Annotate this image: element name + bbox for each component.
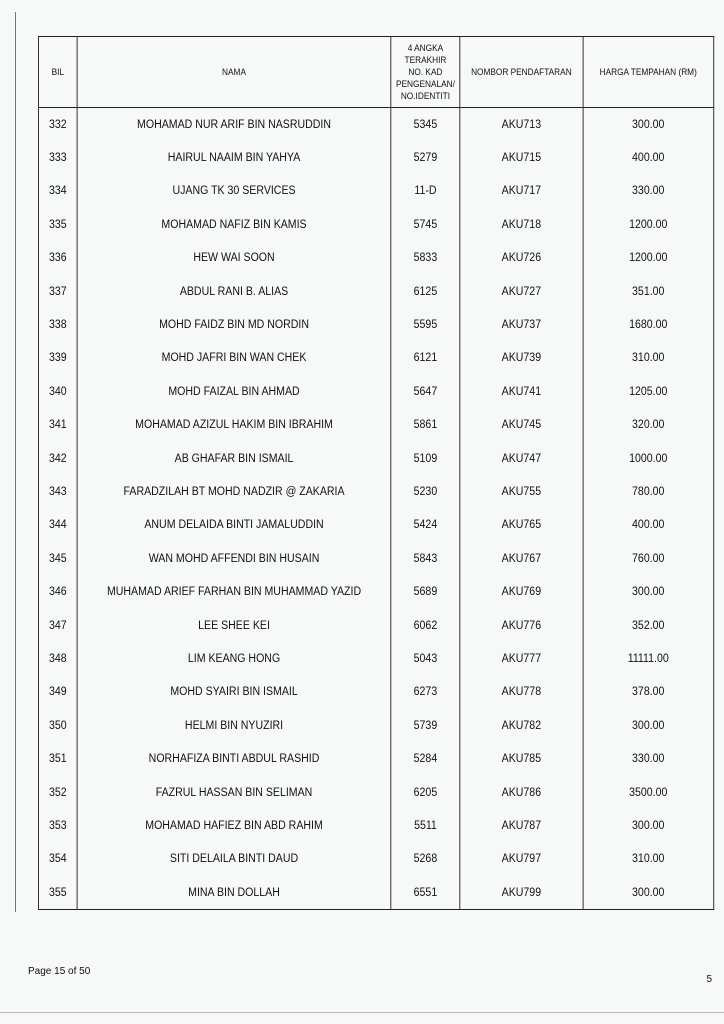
cell-nama: LEE SHEE KEI: [77, 609, 391, 642]
header-bil: BIL: [38, 37, 77, 108]
table-row: [38, 342, 713, 375]
cell-reg: AKU776: [460, 609, 583, 642]
cell-nama: LIM KEANG HONG: [77, 642, 391, 675]
cell-price: 1205.00: [583, 375, 714, 408]
cell-ic: 5284: [391, 742, 460, 775]
header-ic-line: 4 ANGKA TERAKHIR: [404, 43, 447, 65]
cell-bil: 347: [38, 609, 77, 642]
cell-reg: AKU769: [460, 575, 583, 608]
cell-reg: AKU799: [460, 876, 583, 910]
page-number: Page 15 of 50: [28, 966, 91, 977]
cell-bil: 350: [38, 709, 77, 742]
table-row: [38, 609, 713, 642]
cell-bil: 355: [38, 876, 77, 910]
cell-bil: 333: [38, 141, 77, 174]
cell-price: 300.00: [583, 876, 714, 910]
page-mark: 5: [706, 974, 712, 985]
cell-reg: AKU767: [460, 542, 583, 575]
cell-nama: HAIRUL NAAIM BIN YAHYA: [77, 141, 391, 174]
cell-reg: AKU777: [460, 642, 583, 675]
cell-ic: 5861: [391, 409, 460, 442]
cell-price: 400.00: [583, 509, 714, 542]
table-header-row: [38, 37, 713, 108]
table-row: [38, 776, 713, 809]
cell-price: 300.00: [583, 709, 714, 742]
cell-bil: 336: [38, 242, 77, 275]
cell-price: 330.00: [583, 175, 714, 208]
header-ic: [391, 37, 460, 108]
table-row: [38, 442, 713, 475]
booking-table: [38, 36, 714, 910]
cell-price: 330.00: [583, 742, 714, 775]
cell-bil: 354: [38, 843, 77, 876]
table-row: [38, 475, 713, 508]
cell-nama: MOHAMAD HAFIEZ BIN ABD RAHIM: [77, 809, 391, 842]
cell-reg: AKU737: [460, 308, 583, 341]
cell-reg: AKU727: [460, 275, 583, 308]
cell-ic: 5739: [391, 709, 460, 742]
table-row: [38, 108, 713, 142]
cell-price: 780.00: [583, 475, 714, 508]
cell-ic: 5279: [391, 141, 460, 174]
table-row: [38, 843, 713, 876]
cell-price: 760.00: [583, 542, 714, 575]
cell-price: 300.00: [583, 809, 714, 842]
cell-ic: 5230: [391, 475, 460, 508]
cell-nama: NORHAFIZA BINTI ABDUL RASHID: [77, 742, 391, 775]
cell-bil: 352: [38, 776, 77, 809]
table-row: [38, 642, 713, 675]
cell-reg: AKU745: [460, 409, 583, 442]
table-row: [38, 676, 713, 709]
cell-ic: 5511: [391, 809, 460, 842]
table-row: [38, 242, 713, 275]
cell-ic: 6062: [391, 609, 460, 642]
cell-bil: 337: [38, 275, 77, 308]
cell-price: 1680.00: [583, 308, 714, 341]
cell-bil: 338: [38, 308, 77, 341]
cell-bil: 334: [38, 175, 77, 208]
table-row: [38, 709, 713, 742]
cell-nama: MOHAMAD NUR ARIF BIN NASRUDDIN: [77, 108, 391, 142]
cell-bil: 341: [38, 409, 77, 442]
header-nama: NAMA: [77, 37, 391, 108]
cell-ic: 6273: [391, 676, 460, 709]
cell-nama: UJANG TK 30 SERVICES: [77, 175, 391, 208]
cell-nama: ANUM DELAIDA BINTI JAMALUDDIN: [77, 509, 391, 542]
cell-price: 320.00: [583, 409, 714, 442]
cell-bil: 342: [38, 442, 77, 475]
cell-ic: 5109: [391, 442, 460, 475]
cell-nama: ABDUL RANI B. ALIAS: [77, 275, 391, 308]
header-ic-line: NO.IDENTITI: [400, 91, 451, 101]
cell-ic: 6205: [391, 776, 460, 809]
cell-reg: AKU717: [460, 175, 583, 208]
table-row: [38, 575, 713, 608]
cell-nama: FARADZILAH BT MOHD NADZIR @ ZAKARIA: [77, 475, 391, 508]
cell-reg: AKU782: [460, 709, 583, 742]
header-ic-line: NO. KAD: [408, 67, 443, 77]
cell-bil: 339: [38, 342, 77, 375]
cell-nama: MOHD JAFRI BIN WAN CHEK: [77, 342, 391, 375]
cell-nama: MUHAMAD ARIEF FARHAN BIN MUHAMMAD YAZID: [77, 575, 391, 608]
table-body: [38, 108, 713, 910]
cell-bil: 349: [38, 676, 77, 709]
cell-reg: AKU786: [460, 776, 583, 809]
cell-price: 352.00: [583, 609, 714, 642]
cell-reg: AKU739: [460, 342, 583, 375]
cell-nama: HEW WAI SOON: [77, 242, 391, 275]
table-row: [38, 809, 713, 842]
cell-price: 310.00: [583, 342, 714, 375]
cell-ic: 5745: [391, 208, 460, 241]
cell-reg: AKU713: [460, 108, 583, 142]
cell-price: 351.00: [583, 275, 714, 308]
cell-price: 3500.00: [583, 776, 714, 809]
cell-nama: MOHAMAD AZIZUL HAKIM BIN IBRAHIM: [77, 409, 391, 442]
cell-bil: 340: [38, 375, 77, 408]
cell-reg: AKU765: [460, 509, 583, 542]
cell-nama: SITI DELAILA BINTI DAUD: [77, 843, 391, 876]
cell-bil: 343: [38, 475, 77, 508]
cell-ic: 5043: [391, 642, 460, 675]
margin-rule: [15, 12, 16, 912]
cell-reg: AKU747: [460, 442, 583, 475]
cell-nama: MOHD FAIZAL BIN AHMAD: [77, 375, 391, 408]
cell-nama: MINA BIN DOLLAH: [77, 876, 391, 910]
cell-nama: AB GHAFAR BIN ISMAIL: [77, 442, 391, 475]
cell-bil: 345: [38, 542, 77, 575]
header-ic-line: PENGENALAN/: [395, 79, 455, 89]
cell-ic: 6551: [391, 876, 460, 910]
header-reg: NOMBOR PENDAFTARAN: [460, 37, 583, 108]
table-row: [38, 375, 713, 408]
cell-bil: 353: [38, 809, 77, 842]
cell-price: 11111.00: [583, 642, 714, 675]
cell-price: 310.00: [583, 843, 714, 876]
cell-ic: 5345: [391, 108, 460, 142]
cell-ic: 5647: [391, 375, 460, 408]
cell-nama: MOHAMAD NAFIZ BIN KAMIS: [77, 208, 391, 241]
cell-bil: 332: [38, 108, 77, 142]
cell-ic: 6121: [391, 342, 460, 375]
cell-nama: MOHD FAIDZ BIN MD NORDIN: [77, 308, 391, 341]
cell-reg: AKU741: [460, 375, 583, 408]
cell-ic: 5424: [391, 509, 460, 542]
cell-nama: MOHD SYAIRI BIN ISMAIL: [77, 676, 391, 709]
cell-bil: 346: [38, 575, 77, 608]
table-row: [38, 308, 713, 341]
cell-bil: 335: [38, 208, 77, 241]
cell-price: 1200.00: [583, 208, 714, 241]
cell-ic: 5268: [391, 843, 460, 876]
cell-ic: 5595: [391, 308, 460, 341]
header-price: HARGA TEMPAHAN (RM): [583, 37, 714, 108]
cell-nama: WAN MOHD AFFENDI BIN HUSAIN: [77, 542, 391, 575]
bottom-divider: [0, 1012, 724, 1013]
cell-reg: AKU778: [460, 676, 583, 709]
cell-reg: AKU785: [460, 742, 583, 775]
cell-ic: 11-D: [391, 175, 460, 208]
cell-reg: AKU787: [460, 809, 583, 842]
cell-bil: 348: [38, 642, 77, 675]
table-row: [38, 175, 713, 208]
cell-price: 300.00: [583, 108, 714, 142]
table-row: [38, 742, 713, 775]
cell-reg: AKU755: [460, 475, 583, 508]
table-row: [38, 141, 713, 174]
cell-reg: AKU726: [460, 242, 583, 275]
cell-bil: 344: [38, 509, 77, 542]
cell-reg: AKU715: [460, 141, 583, 174]
table-row: [38, 542, 713, 575]
cell-reg: AKU797: [460, 843, 583, 876]
cell-price: 300.00: [583, 575, 714, 608]
table-row: [38, 876, 713, 910]
table-row: [38, 275, 713, 308]
cell-ic: 5689: [391, 575, 460, 608]
cell-price: 1000.00: [583, 442, 714, 475]
cell-ic: 5833: [391, 242, 460, 275]
table-row: [38, 509, 713, 542]
table-row: [38, 409, 713, 442]
cell-ic: 6125: [391, 275, 460, 308]
cell-reg: AKU718: [460, 208, 583, 241]
table-row: [38, 208, 713, 241]
cell-nama: HELMI BIN NYUZIRI: [77, 709, 391, 742]
cell-ic: 5843: [391, 542, 460, 575]
cell-price: 400.00: [583, 141, 714, 174]
cell-bil: 351: [38, 742, 77, 775]
cell-price: 378.00: [583, 676, 714, 709]
cell-nama: FAZRUL HASSAN BIN SELIMAN: [77, 776, 391, 809]
cell-price: 1200.00: [583, 242, 714, 275]
